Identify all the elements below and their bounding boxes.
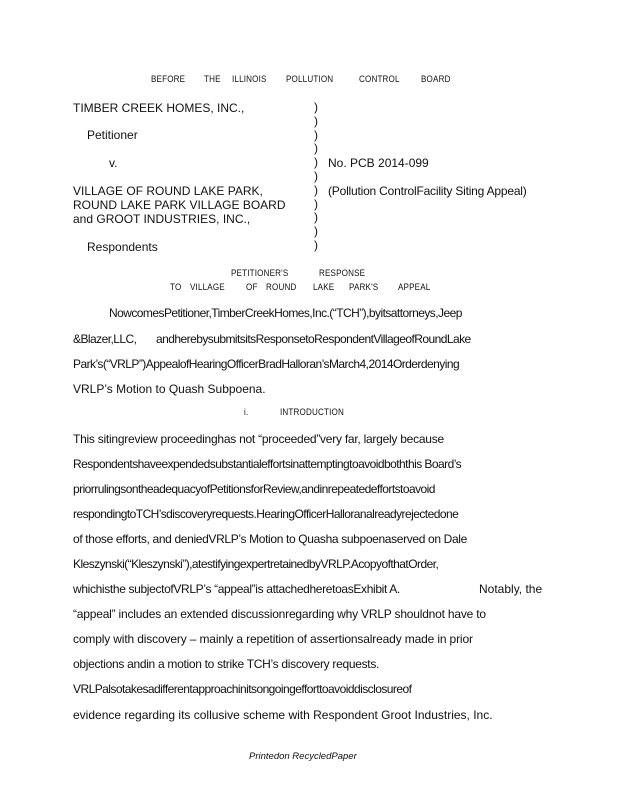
title-word: VILLAGE — [190, 282, 225, 293]
body-line: VRLPalsotakesadifferentapproachinitsongoingefforttoavoiddisclosureof — [73, 682, 412, 696]
body-line: comply with discovery – mainly a repetition of assertionsalready made in prior — [73, 632, 473, 646]
body-line: Notably, the — [479, 582, 543, 596]
respondent-line: ROUND LAKE PARK VILLAGE BOARD — [73, 198, 286, 212]
respondent-line: and GROOT INDUSTRIES, INC., — [73, 212, 251, 226]
body-line: “appeal” includes an extended discussionregarding why VRLP shouldnot have to — [73, 607, 486, 621]
paragraph-line: Park’s(“VRLP”)AppealofHearingOfficerBradHalloran’sMarch4,2014Orderdenying — [73, 357, 460, 371]
versus-label: v. — [109, 156, 118, 170]
caption-parenthesis: ) — [314, 113, 318, 128]
case-type: (Pollution ControlFacility Siting Appeal) — [328, 184, 527, 198]
respondents-role: Respondents — [87, 240, 158, 254]
respondent-line: VILLAGE OF ROUND LAKE PARK, — [73, 184, 263, 198]
title-word: PARK'S — [349, 282, 379, 293]
body-line: priorrulingsontheadequacyofPetitionsforReview,andinrepeatedeffortstoavoid — [73, 482, 435, 496]
header-word: CONTROL — [359, 74, 400, 85]
caption-parenthesis: ) — [314, 196, 318, 211]
caption-parenthesis: ) — [314, 155, 318, 170]
caption-parenthesis: ) — [314, 210, 318, 225]
title-word: OF — [246, 282, 258, 293]
caption-parenthesis: ) — [314, 127, 318, 142]
caption-parenthesis: ) — [314, 141, 318, 156]
title-word: TO — [170, 282, 182, 293]
header-word: BEFORE — [151, 74, 186, 85]
title-word: ROUND — [266, 282, 297, 293]
paragraph-line: &Blazer,LLC, — [73, 332, 137, 346]
caption-parenthesis: ) — [314, 237, 318, 252]
header-word: BOARD — [421, 74, 451, 85]
caption-parenthesis: ) — [314, 182, 318, 197]
body-line: Kleszynski(“Kleszynski”),atestifyingexpertretainedbyVRLP.AcopyofthatOrder, — [73, 557, 439, 571]
paragraph-line: NowcomesPetitioner,TimberCreekHomes,Inc.(“TCH”),byitsattorneys,Jeep — [109, 306, 462, 320]
petitioner-name: TIMBER CREEK HOMES, INC., — [73, 101, 245, 115]
page-footer: Printedon RecycledPaper — [249, 751, 357, 762]
header-word: THE — [204, 74, 221, 85]
body-line: This sitingreview proceedinghas not “proceeded”very far, largely because — [73, 432, 444, 446]
petitioner-role: Petitioner — [87, 128, 138, 142]
title-word: LAKE — [313, 282, 335, 293]
caption-parenthesis: ) — [314, 100, 318, 114]
paragraph-line: andherebysubmitsitsResponsetoRespondentVillageofRoundLake — [156, 332, 471, 346]
body-line: objections andin a motion to strike TCH’s discovery requests. — [73, 657, 380, 671]
header-word: ILLINOIS — [232, 74, 267, 85]
body-line: Respondentshaveexpendedsubstantialeffortsinattemptingtoavoidboththis Board’s — [73, 457, 462, 471]
body-line: evidence regarding its collusive scheme with Respondent Groot Industries, Inc. — [73, 708, 493, 722]
case-number: No. PCB 2014-099 — [328, 156, 429, 170]
title-word: APPEAL — [398, 282, 431, 293]
paragraph-line: VRLP’s Motion to Quash Subpoena. — [73, 382, 266, 396]
section-title: INTRODUCTION — [280, 407, 344, 418]
body-line: whichisthe subjectofVRLP’s “appeal”is attachedheretoasExhibit A. — [73, 582, 400, 596]
caption-parenthesis: ) — [314, 168, 318, 183]
title-word: RESPONSE — [319, 268, 366, 279]
section-number: i. — [244, 407, 249, 418]
caption-parenthesis-column — [314, 101, 318, 253]
body-line: respondingtoTCH’sdiscoveryrequests.HearingOfficerHalloranalreadyrejectedone — [73, 507, 459, 521]
header-word: POLLUTION — [286, 74, 334, 85]
title-word: PETITIONER'S — [231, 268, 289, 279]
body-line: of those efforts, and deniedVRLP’s Motion to Quasha subpoenaserved on Dale — [73, 532, 467, 546]
caption-parenthesis: ) — [314, 224, 318, 239]
